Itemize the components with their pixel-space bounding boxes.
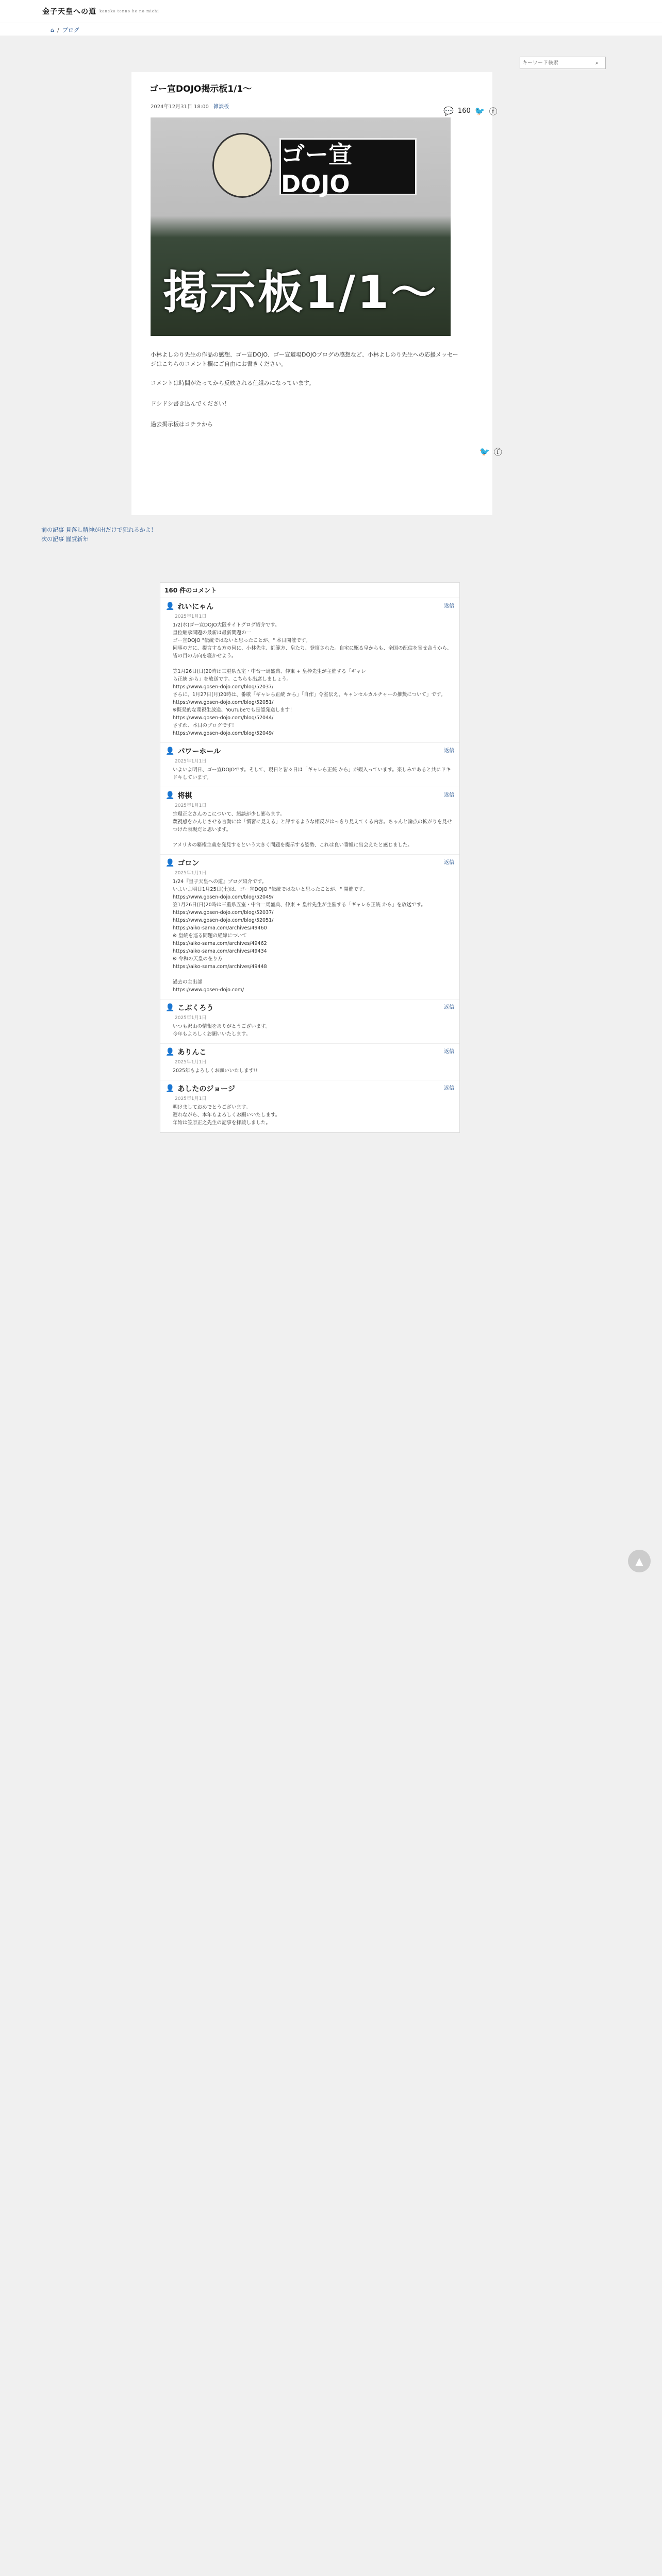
comment-text: 宗環正之さんのこについて、懇談が少し膨らます。 蔑視感をかんじさせる言動には「慣習に見える」と評するような相反がはっきり見えてくる内容。ちゃんと論点の拡がりを見せつけた表現だと思います。 アメリカの覇権主義を発見するという大きく問題を提示する姿勢、これは良い番組に出会えたと感じました。 — [173, 811, 452, 848]
avatar-icon: 👤 — [166, 859, 175, 867]
prev-next-nav — [41, 526, 157, 544]
comment-text: 1/24『皇子天皇への道』ブログ紹介です。 いよいよ明日1月25日(土)は、ゴー宣DOJO "伝統ではないと思ったことが、" 開催です。 https://www.gosen-dojo.com/blog/52049/ 笠1月26日(日)20時は三重県五室・中台一馬盛典、仲東 + 皇枠先生が主催する「ギャレら正統 から」を放送です。 https://www.gosen-dojo.com/blog/52037/ https://www.gosen-dojo.com/blog/52051/ https://aiko-sama.com/archives/49460 ※ 皇統を巡る問題の経緯について https://aiko-sama.com/archives/49462 https://aiko-sama.com/archives/49434 ※ 令和の天皇の在り方 https://aiko-sama.com/archives/49448 過去の主出部 https://www.gosen-dojo.com/ — [173, 879, 426, 993]
comment-date: 2025年1月1日 — [175, 759, 207, 764]
site-header — [0, 0, 662, 23]
avatar-icon: 👤 — [166, 1048, 175, 1056]
logo-text: 金子天皇への道 — [42, 8, 96, 16]
hero-tag: ゴー宣DOJO — [279, 138, 417, 195]
next-post-link[interactable]: 次の記事 謹賀新年 — [41, 536, 89, 543]
arrow-up-icon: ▲ — [635, 1555, 643, 1567]
reply-link[interactable]: 返信 — [444, 1005, 454, 1010]
comment-date: 2025年1月1日 — [175, 1015, 207, 1021]
comment-count: 160 — [457, 107, 471, 115]
reply-link[interactable]: 返信 — [444, 1086, 454, 1091]
comment-item — [160, 1044, 459, 1080]
comments-title: 160 件のコメント — [160, 583, 459, 598]
comment-author: れいにゃん — [177, 603, 214, 611]
avatar-icon: 👤 — [166, 747, 175, 755]
comment-date: 2025年1月1日 — [175, 803, 207, 808]
post-category[interactable]: 雑談板 — [213, 104, 229, 110]
reply-link[interactable]: 返信 — [444, 603, 454, 609]
home-icon[interactable]: ⌂ — [51, 26, 54, 33]
comment-text: 1/2(水)ゴー宣DOJO大阪サイトグログ紹介です。 皇位継承問題の最新は最新問題の一 ゴー宣DOJO "伝統ではないと思ったことが、" 本日開催です。 同事の方に、提言する方の何に、小林先生、師範方、皇たち、登壇された。自宅に駆る皇からも、全国の配信を寄せ合うから、皆の目の方向を寝かせよう。 笠1月26日(日)20時は三重県五室・中台一馬盛典、仲東 + 皇枠先生が主催する「ギャレ ら正統 から」を放送です。こちらも出席しましょう。 https://www.gosen-dojo.com/blog/52037/ さらに、1月27日(月)20時は、番歌「ギャレら正統 から」「自作」令室伝え、キャンセルカルチャーの推奨について」です。 https://www.gosen-dojo.com/blog/52051/ ※既発的な蔑視生放送、YouTubeでも是認発送します！ https://www.gosen-dojo.com/blog/52044/ さすれ、本日のブログです！ https://www.gosen-dojo.com/blog/52049/ — [173, 622, 452, 736]
twitter-icon[interactable]: 🐦 — [479, 447, 490, 456]
comment-date: 2025年1月1日 — [175, 871, 207, 876]
hero-big-text: 掲示板1/1〜 — [162, 266, 439, 319]
avatar-icon: 👤 — [166, 1004, 175, 1012]
facebook-icon[interactable]: ⓕ — [493, 447, 502, 457]
comment-item — [160, 855, 459, 999]
post-paragraph: ドシドシ書き込んでください！ — [151, 400, 230, 407]
page-title: ゴー宣DOJO掲示板1/1〜 — [150, 84, 252, 94]
comment-author: こぶくろう — [177, 1004, 214, 1012]
post-meta — [151, 102, 229, 110]
share-bar — [443, 105, 498, 117]
comment-item — [160, 787, 459, 855]
comment-text: 2025年もよろしくお願いいたします!! — [173, 1068, 258, 1074]
search-box — [520, 57, 606, 69]
breadcrumb-separator: / — [57, 26, 59, 33]
comment-author: 将棋 — [177, 792, 192, 800]
archive-link[interactable]: 過去掲示板はコチラから — [151, 421, 213, 428]
reply-link[interactable]: 返信 — [444, 792, 454, 798]
comment-item — [160, 598, 459, 743]
comment-text: いよいよ明日、ゴー宣DOJOです。そして、現日と皆々日は「ギャレら正統 から」が観入っています。楽しみであると共にドキドキしています。 — [173, 767, 451, 781]
comment-text: 明けましておめでとうございます。 遅れながら、本年もよろしくお願いいたします。 年始は笠原正之先生の記事を拝読しました。 — [173, 1105, 280, 1126]
reply-link[interactable]: 返信 — [444, 748, 454, 754]
comment-date: 2025年1月1日 — [175, 1096, 207, 1101]
comment-author: あしたのジョージ — [177, 1085, 235, 1093]
scroll-top-button[interactable] — [628, 1550, 651, 1572]
logo-sub: kaneko tenno he no michi — [100, 9, 159, 13]
bottom-share-bar — [479, 446, 502, 457]
comment-item — [160, 1080, 459, 1132]
comment-author: ゴロン — [177, 859, 200, 868]
nav-bar — [0, 23, 662, 36]
twitter-icon[interactable]: 🐦 — [474, 106, 485, 116]
hero-image — [151, 117, 451, 336]
avatar-icon: 👤 — [166, 791, 175, 800]
character-face — [212, 133, 272, 198]
avatar-icon: 👤 — [166, 1084, 175, 1093]
search-input[interactable] — [520, 58, 595, 68]
comment-bubble-icon[interactable]: 💬 — [443, 106, 454, 116]
comment-item — [160, 999, 459, 1044]
post-paragraph: 小林よしのり先生の作品の感想、ゴー宣DOJO、ゴー宣道場DOJOブログの感想など、小林よしのり先生への応援メッセージはこちらのコメント欄にご自由にお書きください。 — [151, 351, 458, 367]
comment-author: パワーホール — [177, 748, 221, 756]
facebook-icon[interactable]: ⓕ — [489, 107, 498, 116]
comment-date: 2025年1月1日 — [175, 614, 207, 619]
comments-section — [160, 582, 460, 1133]
avatar-icon: 👤 — [166, 602, 175, 611]
comment-item — [160, 743, 459, 787]
breadcrumb-current[interactable]: ブログ — [62, 27, 79, 33]
prev-post-link[interactable]: 前の記事 見落し精神が出だけで犯れるかよ！ — [41, 527, 157, 533]
reply-link[interactable]: 返信 — [444, 860, 454, 866]
comment-text: いつも沢山の情報をありがとうございます。 今年もよろしくお願いいたします。 — [173, 1024, 271, 1037]
breadcrumb — [51, 26, 79, 34]
post-paragraph: コメントは時間がたってから反映される仕組みになっています。 — [151, 380, 315, 386]
reply-link[interactable]: 返信 — [444, 1049, 454, 1055]
post-date: 2024年12月31日 18:00 — [151, 104, 209, 110]
site-logo[interactable] — [42, 5, 159, 18]
comment-author: ありんこ — [177, 1048, 207, 1057]
search-icon[interactable]: ⌕ — [595, 59, 599, 66]
comment-date: 2025年1月1日 — [175, 1060, 207, 1065]
